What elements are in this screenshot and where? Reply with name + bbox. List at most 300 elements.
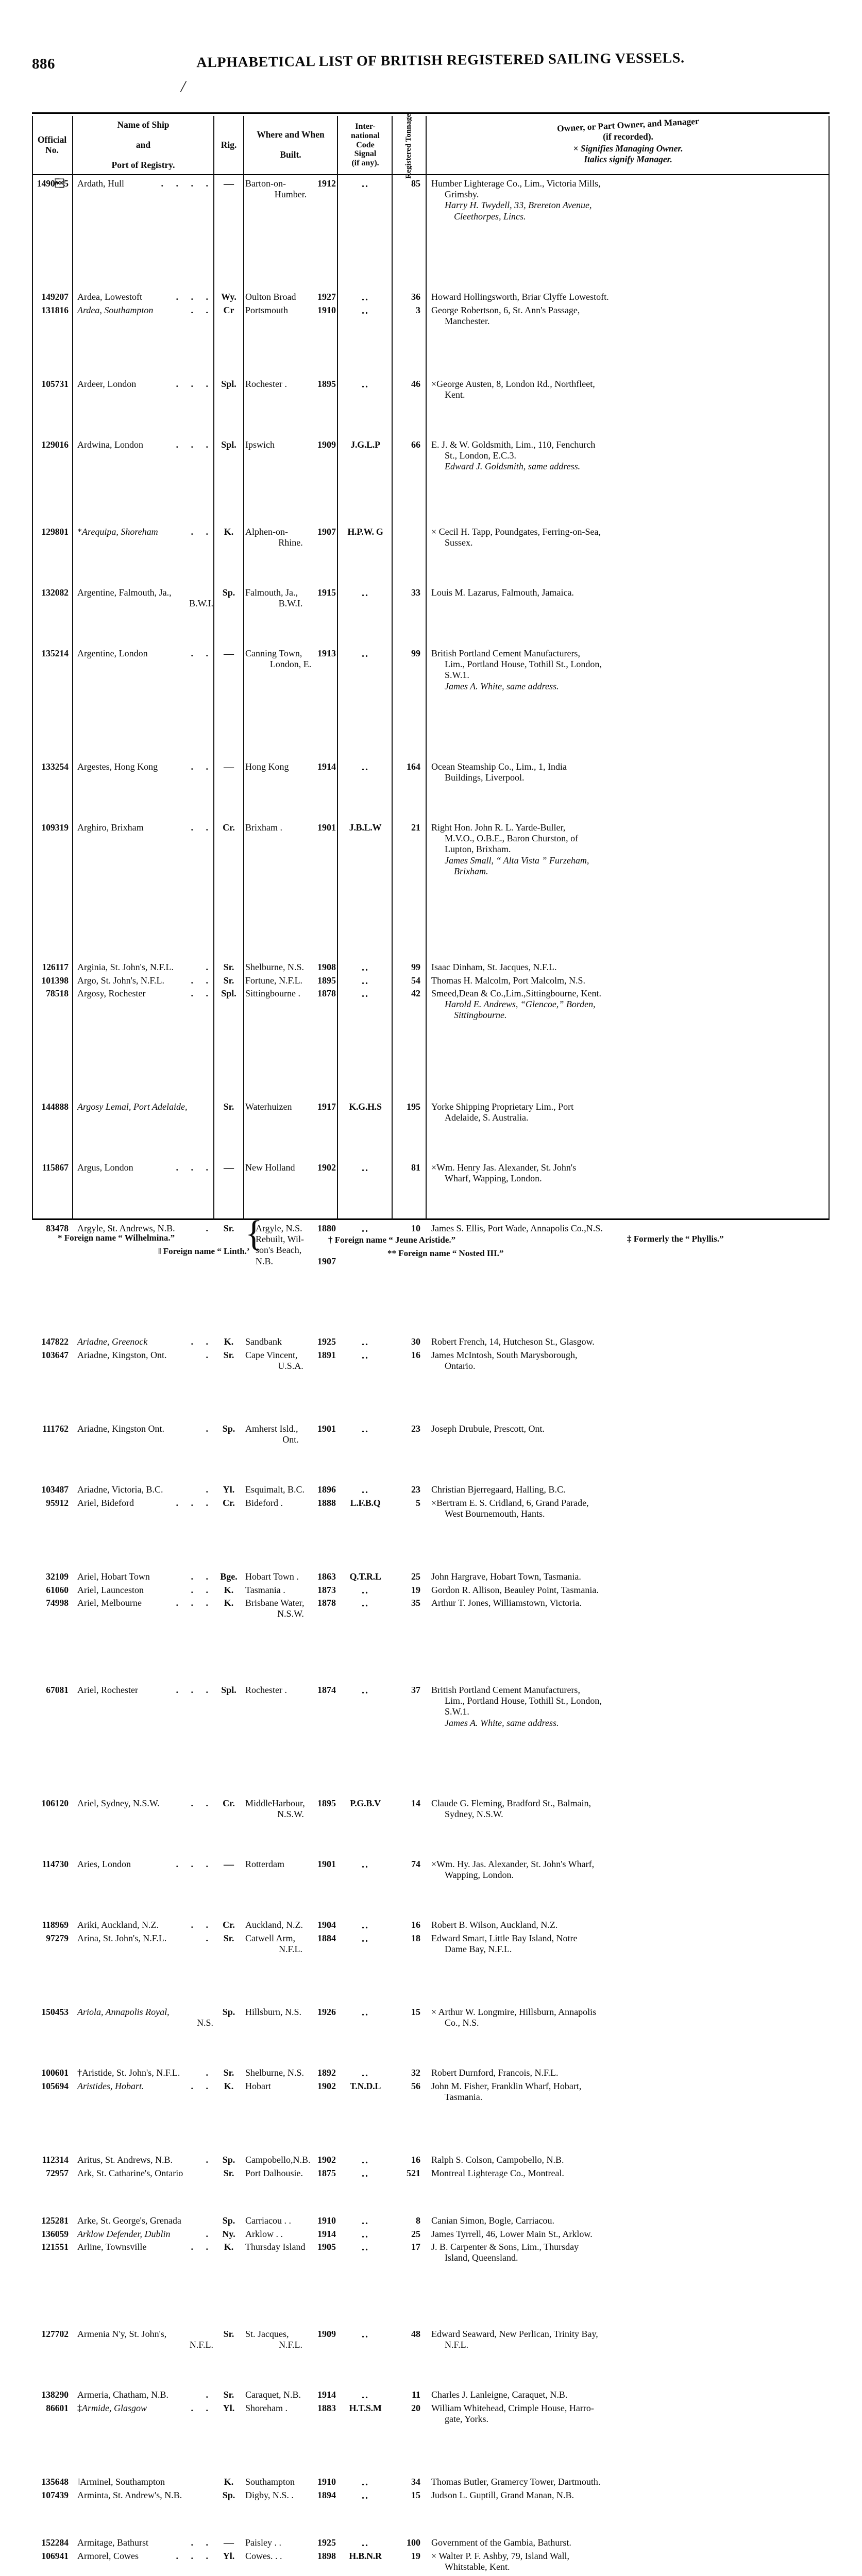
registered-tonnage: 17 <box>411 2242 420 2252</box>
built-where-when: MiddleHarbour, 1895 N.S.W. <box>245 1798 336 1820</box>
official-number: 32109 <box>46 1571 69 1582</box>
rig-code: K. <box>224 2477 234 2487</box>
owner-and-manager: Joseph Drubule, Prescott, Ont. <box>431 1423 545 1434</box>
registered-tonnage: 66 <box>411 439 420 450</box>
built-where-when: Rotterdam 1901 <box>245 1859 336 1869</box>
ship-name: Ariel, Hobart Town . . <box>77 1571 213 1582</box>
owner-and-manager: Louis M. Lazarus, Falmouth, Jamaica. <box>431 587 574 598</box>
header-official-no-l2: No. <box>45 144 59 155</box>
code-signal: H.B.N.R <box>349 2550 382 2561</box>
table-row <box>32 1685 830 1737</box>
ship-name: Ariadne, Greenock . . <box>77 1336 213 1347</box>
table-body <box>32 175 830 2572</box>
registered-tonnage: 23 <box>411 1423 420 1434</box>
official-number: 100601 <box>41 2067 69 2078</box>
rig-code: K. <box>224 2242 234 2252</box>
built-where-when: Brisbane Water, 1878 N.S.W. <box>245 1598 336 1619</box>
official-number: 135648 <box>41 2477 69 2487</box>
registered-tonnage: 32 <box>411 2067 420 2078</box>
header-ship-name-l1: Name of Ship <box>117 119 170 130</box>
owner-and-manager: Thomas Butler, Gramercy Tower, Dartmouth. <box>431 2477 601 2487</box>
built-where-when: Shelburne, N.S. 1892 <box>245 2067 336 2078</box>
official-number: 118969 <box>42 1920 69 1930</box>
code-signal: K.G.H.S <box>349 1101 382 1112</box>
official-number: 103487 <box>41 1484 69 1495</box>
owner-and-manager: Robert French, 14, Hutcheson St., Glasgow. <box>431 1336 595 1347</box>
built-where-when: Tasmania . 1873 <box>245 1584 336 1595</box>
registered-tonnage: 33 <box>411 587 420 598</box>
rig-code: Ny. <box>222 2228 235 2239</box>
built-where-when: Hobart 1902 <box>245 2080 336 2091</box>
code-signal: H.T.S.M <box>349 2402 382 2413</box>
official-number: 105694 <box>41 2080 69 2091</box>
table-row <box>32 648 830 701</box>
rig-code: Sp. <box>222 2007 235 2017</box>
official-number: 105731 <box>41 379 69 389</box>
owner-and-manager: Montreal Lighterage Co., Montreal. <box>431 2167 564 2178</box>
footnote-text: Foreign name “ Nosted III.” <box>398 1248 504 1258</box>
owner-and-manager: Christian Bjerregaard, Halling, B.C. <box>431 1484 566 1495</box>
code-signal: .. <box>362 304 369 316</box>
rig-code: Sr. <box>223 1101 234 1112</box>
built-where-when: Oulton Broad 1927 <box>245 292 336 302</box>
footnote-marker: ‖ <box>77 2477 80 2487</box>
owner-and-manager: Gordon R. Allison, Beauley Point, Tasmania. <box>431 1584 599 1595</box>
registered-tonnage: 18 <box>411 1933 420 1943</box>
table-row <box>32 822 830 888</box>
ship-name: Armeria, Chatham, N.B. . <box>77 2389 213 2400</box>
page-number: 886 <box>32 56 55 72</box>
table-row <box>32 1920 830 1959</box>
code-signal: .. <box>362 2007 369 2018</box>
registered-tonnage: 35 <box>411 1598 420 1608</box>
built-where-when: Brixham . 1901 <box>245 822 336 833</box>
official-number: 152284 <box>41 2537 69 2548</box>
official-number: 133254 <box>41 761 69 772</box>
built-where-when: Amherst Isld., 1901 Ont. <box>245 1423 336 1445</box>
built-where-when: Argyle, N.S. 1880 Rebuilt, Wil- son's Beach, N.B. 1907 <box>256 1223 336 1266</box>
official-number: 131816 <box>41 304 69 315</box>
code-signal: .. <box>362 1223 369 1234</box>
table-row <box>32 1798 830 1824</box>
owner-and-manager: British Portland Cement Manufacturers, Lim., Portland House, Tothill St., London, S.W.1. James A. White, same address. <box>431 648 602 691</box>
header-signal: Inter- national Code Signal (if any). <box>350 122 380 168</box>
registered-tonnage: 42 <box>411 988 420 998</box>
registered-tonnage: 16 <box>411 1349 420 1360</box>
official-number: 129016 <box>41 439 69 450</box>
rig-code: Sr. <box>223 2329 234 2339</box>
owner-and-manager: × Walter P. F. Ashby, 79, Island Wall, Whitstable, Kent. <box>431 2550 569 2572</box>
ship-name: Ariadne, Kingston, Ont. . <box>77 1349 213 1360</box>
code-signal: .. <box>362 988 369 999</box>
ship-name: Argo, St. John's, N.F.L. . . <box>77 975 213 986</box>
rig-code: Sr. <box>223 1933 234 1943</box>
official-number: 14905 <box>37 178 69 189</box>
header-ship-name-l3: Port of Registry. <box>111 159 175 170</box>
grouping-brace: { <box>245 1214 263 1253</box>
rig-code: K. <box>224 1598 234 1608</box>
ship-name: Argyle, St. Andrews, N.B. . <box>77 1223 213 1233</box>
ship-name: *Arequipa, Shoreham . . <box>77 527 213 537</box>
owner-and-manager: Right Hon. John R. L. Yarde-Buller, M.V.O., O.B.E., Baron Churston, of Lupton, Brixham. James Small, “ Alta Vista ” Furzeham, Brixham. <box>431 822 589 876</box>
rig-code: Sr. <box>223 1349 234 1360</box>
rig-code: Spl. <box>221 988 236 998</box>
registered-tonnage: 99 <box>411 962 420 972</box>
header-built <box>244 116 337 174</box>
official-number: 136059 <box>41 2228 69 2239</box>
ship-name: Armorel, Cowes . . . <box>77 2550 213 2561</box>
ship-name: Argentine, London . . <box>77 648 213 658</box>
table-header-row <box>32 111 830 179</box>
owner-and-manager: Howard Hollingsworth, Briar Clyffe Lowestoft. <box>431 292 609 302</box>
ship-name: Argosy, Rochester . . <box>77 988 213 998</box>
owner-and-manager: Smeed,Dean & Co.,Lim.,Sittingbourne, Kent. Harold E. Andrews, “Glencoe,” Borden, Sittingbourne. <box>431 988 601 1021</box>
footnote-marker: ‖ <box>158 1246 161 1256</box>
official-number: 115867 <box>42 1162 69 1173</box>
rig-code: K. <box>224 2080 234 2091</box>
registered-tonnage: 23 <box>411 1484 420 1495</box>
footnote-marker: ** <box>387 1248 396 1258</box>
owner-and-manager: × Cecil H. Tapp, Poundgates, Ferring-on-Sea, Sussex. <box>431 527 601 548</box>
footnote <box>627 1233 723 1245</box>
table-row <box>32 527 830 553</box>
code-signal: .. <box>362 2167 369 2179</box>
code-signal: .. <box>362 2389 369 2401</box>
owner-and-manager: Edward Smart, Little Bay Island, Notre Dame Bay, N.F.L. <box>431 1933 578 1954</box>
built-where-when: Sandbank 1925 <box>245 1336 336 1347</box>
official-number: 103647 <box>41 1349 69 1360</box>
official-number: 101398 <box>41 975 69 986</box>
registered-tonnage: 36 <box>411 292 420 302</box>
rig-code: Yl. <box>223 1484 235 1495</box>
registered-tonnage: 5 <box>416 1497 420 1508</box>
code-signal: .. <box>362 2489 369 2501</box>
rig-code: Sr. <box>223 2067 234 2078</box>
registered-tonnage: 74 <box>411 1859 420 1869</box>
ship-name: Armenia N'y, St. John's, N.F.L. <box>77 2329 213 2350</box>
code-signal: .. <box>362 2477 369 2488</box>
owner-and-manager: Judson L. Guptill, Grand Manan, N.B. <box>431 2489 574 2500</box>
table-row <box>32 1336 830 1376</box>
code-signal: .. <box>362 761 369 773</box>
registered-tonnage: 8 <box>416 2215 420 2226</box>
official-number: 135214 <box>41 648 69 658</box>
built-where-when: Alphen-on- 1907 Rhine. <box>245 527 336 548</box>
ship-name: Ardwina, London . . . <box>77 439 213 450</box>
registered-tonnage: 195 <box>407 1101 420 1112</box>
rig-code: Cr. <box>223 1798 235 1808</box>
built-where-when: Hillsburn, N.S. 1926 <box>245 2007 336 2017</box>
header-built-l2: Built. <box>280 149 301 160</box>
official-number: 138290 <box>41 2389 69 2400</box>
code-signal: .. <box>362 2067 369 2079</box>
code-signal: J.G.L.P <box>350 439 380 450</box>
ship-name: Arminta, St. Andrew's, N.B. <box>77 2489 182 2500</box>
code-signal: .. <box>362 1859 369 1870</box>
table-row <box>32 2537 830 2576</box>
built-where-when: Hong Kong 1914 <box>245 761 336 772</box>
code-signal: .. <box>362 2155 369 2166</box>
ship-name: Ariel, Sydney, N.S.W. . . <box>77 1798 213 1808</box>
code-signal: .. <box>362 2228 369 2240</box>
header-built-l1: Where and When <box>257 129 325 140</box>
ship-name: Argus, London . . . <box>77 1162 213 1173</box>
owner-and-manager: George Robertson, 6, St. Ann's Passage, Manchester. <box>431 304 580 326</box>
built-where-when: Bideford . 1888 <box>245 1497 336 1508</box>
registered-tonnage: 11 <box>411 2389 420 2400</box>
ship-name: Ardeer, London . . . <box>77 379 213 389</box>
built-where-when: Waterhuizen 1917 <box>245 1101 336 1112</box>
official-number: 127702 <box>41 2329 69 2339</box>
owner-and-manager: Thomas H. Malcolm, Port Malcolm, N.S. <box>431 975 585 986</box>
built-where-when: Portsmouth 1910 <box>245 304 336 315</box>
official-number: 112314 <box>42 2155 69 2165</box>
registered-tonnage: 164 <box>407 761 420 772</box>
table-row <box>32 2067 830 2107</box>
built-where-when: Canning Town, 1913 London, E. <box>245 648 336 670</box>
ship-name: Argestes, Hong Kong . . <box>77 761 213 772</box>
header-official-no <box>32 116 72 174</box>
owner-and-manager: Canian Simon, Bogle, Carriacou. <box>431 2215 554 2226</box>
rig-code: Sr. <box>223 975 234 986</box>
registered-tonnage: 10 <box>411 1223 420 1233</box>
official-number: 125281 <box>41 2215 69 2226</box>
registered-tonnage: 54 <box>411 975 420 986</box>
owner-and-manager: John M. Fisher, Franklin Wharf, Hobart, Tasmania. <box>431 2080 582 2102</box>
rig-code: Sp. <box>222 2215 235 2226</box>
owner-and-manager: William Whitehead, Crimple House, Harro- gate, Yorks. <box>431 2402 594 2424</box>
rig-code: K. <box>224 527 234 537</box>
page-title: ALPHABETICAL LIST OF BRITISH REGISTERED SAILING VESSELS. <box>196 50 685 71</box>
owner-and-manager: Robert Durnford, Francois, N.F.L. <box>431 2067 559 2078</box>
rig-code: Sp. <box>222 587 235 598</box>
built-where-when: Hobart Town . 1863 <box>245 1571 336 1582</box>
table-row <box>32 1859 830 1885</box>
header-official-no-l1: Official <box>37 134 67 145</box>
owner-and-manager: Robert B. Wilson, Auckland, N.Z. <box>431 1920 558 1930</box>
code-signal: .. <box>362 1685 369 1696</box>
table-row <box>32 1571 830 1624</box>
rig-code: Sr. <box>223 1223 234 1233</box>
table-row <box>32 1101 830 1128</box>
rig-code: Cr. <box>223 1920 235 1930</box>
registered-tonnage: 48 <box>411 2329 420 2339</box>
owner-and-manager: Government of the Gambia, Bathurst. <box>431 2537 571 2548</box>
code-signal: .. <box>362 2242 369 2253</box>
rig-code: Sr. <box>223 2167 234 2178</box>
header-owner-l3: × Signifies Managing Owner. <box>573 143 683 154</box>
code-signal: .. <box>362 1933 369 1944</box>
ship-name: Argosy Lemal, Port Adelaide, <box>77 1101 188 1112</box>
header-tonnage: Registered Tonnage. <box>404 111 413 179</box>
owner-and-manager: Charles J. Lanleigne, Caraquet, N.B. <box>431 2389 568 2400</box>
ship-name: Ardea, Southampton . . <box>77 304 213 315</box>
owner-and-manager: Humber Lighterage Co., Lim., Victoria Mills, Grimsby. Harry H. Twydell, 33, Brereton Avenue, Cleethorpes, Lincs. <box>431 178 601 222</box>
built-where-when: Carriacou . . 1910 <box>245 2215 336 2226</box>
built-where-when: Shelburne, N.S. 1908 <box>245 962 336 972</box>
registered-tonnage: 16 <box>411 2155 420 2165</box>
owner-and-manager: James S. Ellis, Port Wade, Annapolis Co.,N.S. <box>431 1223 603 1233</box>
ship-name: Ariadne, Victoria, B.C. . <box>77 1484 213 1495</box>
ship-name: Ariel, Launceston . . <box>77 1584 213 1595</box>
registered-tonnage: 25 <box>411 1571 420 1582</box>
official-number: 109319 <box>41 822 69 833</box>
built-where-when: Thursday Island 1905 <box>245 2242 336 2252</box>
registered-tonnage: 14 <box>411 1798 420 1808</box>
rig-code: Sp. <box>222 2155 235 2165</box>
code-signal: .. <box>362 292 369 303</box>
ship-name: ‖Arminel, Southampton <box>77 2477 165 2487</box>
built-where-when: Auckland, N.Z. 1904 <box>245 1920 336 1930</box>
ship-name: Ardath, Hull . . . . <box>77 178 213 189</box>
official-number: 67081 <box>46 1685 69 1695</box>
rig-code: — <box>224 178 234 190</box>
rig-code: — <box>224 1162 234 1174</box>
registered-tonnage: 34 <box>411 2477 420 2487</box>
owner-and-manager: J. B. Carpenter & Sons, Lim., Thursday Island, Queensland. <box>431 2242 579 2263</box>
footnote-marker: * <box>58 1233 62 1243</box>
ship-name: †Aristide, St. John's, N.F.L. . <box>77 2067 213 2078</box>
rig-code: — <box>224 761 234 773</box>
registered-tonnage: 21 <box>411 822 420 833</box>
owner-and-manager: Yorke Shipping Proprietary Lim., Port Adelaide, S. Australia. <box>431 1101 574 1123</box>
table-row <box>32 1484 830 1524</box>
footnote-text: Foreign name “ Linth.’ <box>163 1246 250 1256</box>
header-owner-l2: (if recorded). <box>603 131 653 142</box>
table-row <box>32 1162 830 1189</box>
table-row <box>32 962 830 1028</box>
ship-name: Ariki, Auckland, N.Z. . . <box>77 1920 213 1930</box>
table-row <box>32 2215 830 2268</box>
footnote <box>328 1234 455 1246</box>
official-number: 61060 <box>46 1584 69 1595</box>
built-where-when: Southampton 1910 <box>245 2477 336 2487</box>
built-where-when: Digby, N.S. . 1894 <box>245 2489 336 2500</box>
footnote-text: Foreign name “ Wilhelmina.” <box>64 1233 175 1243</box>
code-signal: .. <box>362 1484 369 1496</box>
owner-and-manager: James McIntosh, South Marysborough, Ontario. <box>431 1349 578 1371</box>
code-signal: .. <box>362 1349 369 1361</box>
code-signal: L.F.B.Q <box>350 1497 381 1508</box>
table-row <box>32 292 830 331</box>
table-row <box>32 587 830 614</box>
owner-and-manager: James Tyrrell, 46, Lower Main St., Arklow. <box>431 2228 593 2239</box>
built-where-when: St. Jacques, 1909 N.F.L. <box>245 2329 336 2350</box>
header-owner <box>427 116 830 174</box>
footnote-marker: * <box>77 527 82 537</box>
ship-name: Arke, St. George's, Grenada <box>77 2215 181 2226</box>
owner-and-manager: Ocean Steamship Co., Lim., 1, India Buildings, Liverpool. <box>431 761 567 783</box>
table-row <box>32 761 830 788</box>
table-row <box>32 2155 830 2181</box>
rig-code: Cr. <box>223 1497 235 1508</box>
ship-name: Ariola, Annapolis Royal, N.S. <box>77 2007 213 2028</box>
owner-and-manager: Arthur T. Jones, Williamstown, Victoria. <box>431 1598 582 1608</box>
table-row <box>32 2007 830 2033</box>
official-number: 132082 <box>41 587 69 598</box>
ship-name: Arginia, St. John's, N.F.L. . <box>77 962 213 972</box>
rig-code: Wy. <box>221 292 236 302</box>
rig-code: Sp. <box>222 2489 235 2500</box>
ship-name: Argentine, Falmouth, Ja., B.W.I. <box>77 587 213 609</box>
rig-code: Cr <box>223 304 234 315</box>
code-signal: P.G.B.V <box>350 1798 381 1808</box>
code-signal: .. <box>362 1423 369 1435</box>
rig-code: — <box>224 648 234 659</box>
footnote <box>158 1246 250 1258</box>
ship-name: Armitage, Bathurst . . <box>77 2537 213 2548</box>
official-number: 126117 <box>42 962 69 972</box>
code-signal: .. <box>362 2537 369 2549</box>
rig-code: Sp. <box>222 1423 235 1434</box>
official-number: 114730 <box>42 1859 69 1869</box>
code-signal: .. <box>362 648 369 659</box>
built-where-when: New Holland 1902 <box>245 1162 336 1173</box>
registered-tonnage: 46 <box>411 379 420 389</box>
registered-tonnage: 16 <box>411 1920 420 1930</box>
built-where-when: Caraquet, N.B. 1914 <box>245 2389 336 2400</box>
rig-code: Yl. <box>223 2550 235 2561</box>
rig-code: Spl. <box>221 439 236 450</box>
header-rig: Rig. <box>221 139 237 150</box>
header-ship-name-l2: and <box>136 139 151 150</box>
table-row <box>32 1423 830 1450</box>
code-signal: Q.T.R.L <box>349 1571 381 1582</box>
ship-name: Arklow Defender, Dublin . <box>77 2228 213 2239</box>
table-row <box>32 379 830 405</box>
built-where-when: Shoreham . 1883 <box>245 2402 336 2413</box>
owner-and-manager: Edward Seaward, New Perlican, Trinity Bay, N.F.L. <box>431 2329 598 2350</box>
rig-code: Sr. <box>223 2389 234 2400</box>
owner-and-manager: ×Wm. Henry Jas. Alexander, St. John's Wharf, Wapping, London. <box>431 1162 577 1184</box>
table-row <box>32 439 830 479</box>
official-number: 111762 <box>42 1423 69 1434</box>
owner-and-manager: British Portland Cement Manufacturers, Lim., Portland House, Tothill St., London, S.W.1. James A. White, same address. <box>431 1685 602 1728</box>
registered-tonnage: 19 <box>411 1584 420 1595</box>
rig-code: Yl. <box>223 2402 235 2413</box>
footnote-marker: ‡ <box>627 1234 632 1244</box>
official-number: 107439 <box>41 2489 69 2500</box>
built-where-when: Campobello,N.B. 1902 <box>245 2155 336 2165</box>
owner-and-manager: John Hargrave, Hobart Town, Tasmania. <box>431 1571 581 1582</box>
owner-and-manager: × Arthur W. Longmire, Hillsburn, Annapolis Co., N.S. <box>431 2007 597 2028</box>
registered-tonnage: 56 <box>411 2080 420 2091</box>
official-number: 106941 <box>41 2550 69 2561</box>
owner-and-manager: Claude G. Fleming, Bradford St., Balmain, Sydney, N.S.W. <box>431 1798 591 1820</box>
ship-name: Arline, Townsville . . <box>77 2242 213 2252</box>
rig-code: — <box>224 1859 234 1870</box>
owner-and-manager: ×Wm. Hy. Jas. Alexander, St. John's Wharf, Wapping, London. <box>431 1859 595 1880</box>
official-number: 144888 <box>41 1101 69 1112</box>
ship-name: Ark, St. Catharine's, Ontario <box>77 2167 183 2178</box>
built-where-when: Arklow . . 1914 <box>245 2228 336 2239</box>
official-number: 106120 <box>41 1798 69 1808</box>
registered-tonnage: 100 <box>407 2537 420 2548</box>
ship-name: Ariel, Melbourne . . . <box>77 1598 213 1608</box>
ship-name: Ariadne, Kingston Ont. . <box>77 1423 213 1434</box>
code-signal: T.N.D.L <box>349 2080 381 2091</box>
built-where-when: Cape Vincent, 1891 U.S.A. <box>245 1349 336 1371</box>
code-signal: .. <box>362 2329 369 2340</box>
owner-and-manager: E. J. & W. Goldsmith, Lim., 110, Fenchurch St., London, E.C.3. Edward J. Goldsmith, same address. <box>431 439 596 472</box>
code-signal: .. <box>362 1920 369 1931</box>
registered-tonnage: 85 <box>411 178 420 189</box>
table-top-rule <box>32 112 830 114</box>
registered-tonnage: 521 <box>407 2167 420 2178</box>
official-number: 147822 <box>41 1336 69 1347</box>
code-signal: .. <box>362 587 369 599</box>
registered-tonnage: 20 <box>411 2402 420 2413</box>
